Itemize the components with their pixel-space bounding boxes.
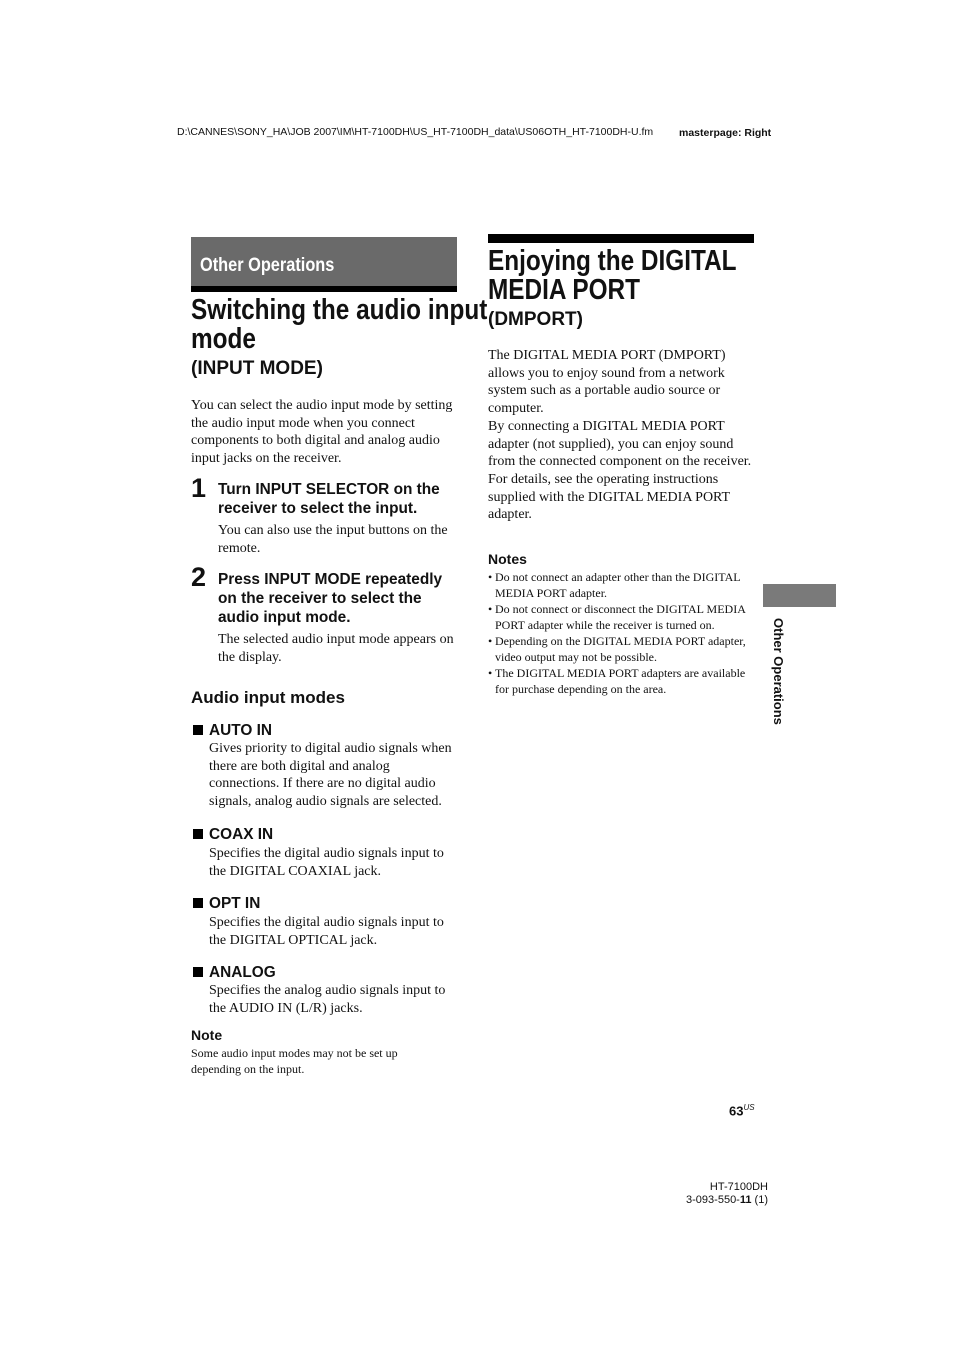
- note-text: Some audio input modes may not be set up depending on the input.: [191, 1046, 398, 1076]
- list-item: • Do not connect or disconnect the DIGITAL MEDIA PORT adapter while the receiver is turned on.: [488, 601, 754, 633]
- step-number: 2: [191, 562, 207, 592]
- mode-name: AUTO IN: [209, 722, 272, 739]
- paragraph: For details, see the operating instructions supplied with the DIGITAL MEDIA PORT adapter.: [488, 471, 730, 523]
- square-bullet-icon: [193, 829, 203, 839]
- footer: [683, 1181, 768, 1206]
- section-bar-rule: [191, 286, 457, 292]
- step-text: You can also use the input buttons on the remote.: [218, 523, 448, 556]
- step-text: The selected audio input mode appears on the display.: [218, 632, 454, 665]
- mode-name: ANALOG: [209, 964, 276, 981]
- note-heading: Note: [191, 1027, 223, 1043]
- paragraph: The DIGITAL MEDIA PORT (DMPORT) allows you to enjoy sound from a network system such as a portable audio source or computer.: [488, 348, 726, 417]
- notes-list: [488, 569, 754, 697]
- square-bullet-icon: [193, 967, 203, 977]
- right-subtitle: (DMPORT): [488, 309, 583, 330]
- mode-description: Specifies the digital audio signals input to the DIGITAL OPTICAL jack.: [209, 915, 444, 948]
- mode-heading: [193, 895, 260, 913]
- masterpage-label: masterpage: Right: [679, 127, 772, 139]
- title-rule: [488, 234, 754, 243]
- square-bullet-icon: [193, 898, 203, 908]
- step-title: Press INPUT MODE repeatedly on the receiver to select the audio input mode.: [218, 571, 443, 627]
- mode-description: Specifies the analog audio signals input to the AUDIO IN (L/R) jacks.: [209, 983, 446, 1016]
- square-bullet-icon: [193, 725, 203, 735]
- modes-heading: Audio input modes: [191, 688, 345, 707]
- right-title-line2: MEDIA PORT: [488, 274, 641, 306]
- right-title-line1: Enjoying the DIGITAL: [488, 245, 737, 277]
- list-item: • Depending on the DIGITAL MEDIA PORT adapter, video output may not be possible.: [488, 633, 754, 665]
- dmport-description: [488, 347, 754, 524]
- section-label: Other Operations: [200, 255, 335, 276]
- notes-heading: Notes: [488, 551, 527, 567]
- mode-heading: [193, 722, 272, 740]
- mode-heading: [193, 826, 273, 844]
- left-title-line1: Switching the audio input: [191, 294, 488, 326]
- list-item: • The DIGITAL MEDIA PORT adapters are available for purchase depending on the area.: [488, 665, 754, 697]
- mode-description: Specifies the digital audio signals input to the DIGITAL COAXIAL jack.: [209, 846, 444, 879]
- mode-name: COAX IN: [209, 826, 274, 843]
- page-number: $63^{US}$: [729, 1103, 755, 1119]
- part-code: 3-093-550-11 (1): [686, 1193, 768, 1206]
- left-subtitle: (INPUT MODE): [191, 358, 323, 379]
- side-tab-label: Other Operations: [771, 618, 786, 725]
- model-number: HT-7100DH: [709, 1181, 768, 1193]
- left-title-line2: mode: [191, 323, 256, 355]
- list-item: • Do not connect an adapter other than the DIGITAL MEDIA PORT adapter.: [488, 569, 754, 601]
- step-number: 1: [191, 473, 207, 503]
- paragraph: By connecting a DIGITAL MEDIA PORT adapter (not supplied), you can enjoy sound from the connected component on the receiver.: [488, 418, 752, 470]
- side-tab: [763, 584, 836, 607]
- intro-paragraph: You can select the audio input mode by setting the audio input mode when you connect components to both digital and analog audio input jacks on the receiver.: [191, 398, 453, 467]
- mode-description: Gives priority to digital audio signals when there are both digital and analog connections. If there are no digital audio signals, analog audio signals are selected.: [209, 741, 452, 810]
- page-suffix: US: [743, 1103, 755, 1112]
- file-path: D:\CANNES\SONY_HA\JOB 2007\IM\HT-7100DH\US_HT-7100DH_data\US06OTH_HT-7100DH-U.fm: [177, 126, 654, 138]
- step-title: Turn INPUT SELECTOR on the receiver to select the input.: [218, 481, 440, 518]
- mode-name: OPT IN: [209, 895, 261, 912]
- mode-heading: [193, 964, 276, 982]
